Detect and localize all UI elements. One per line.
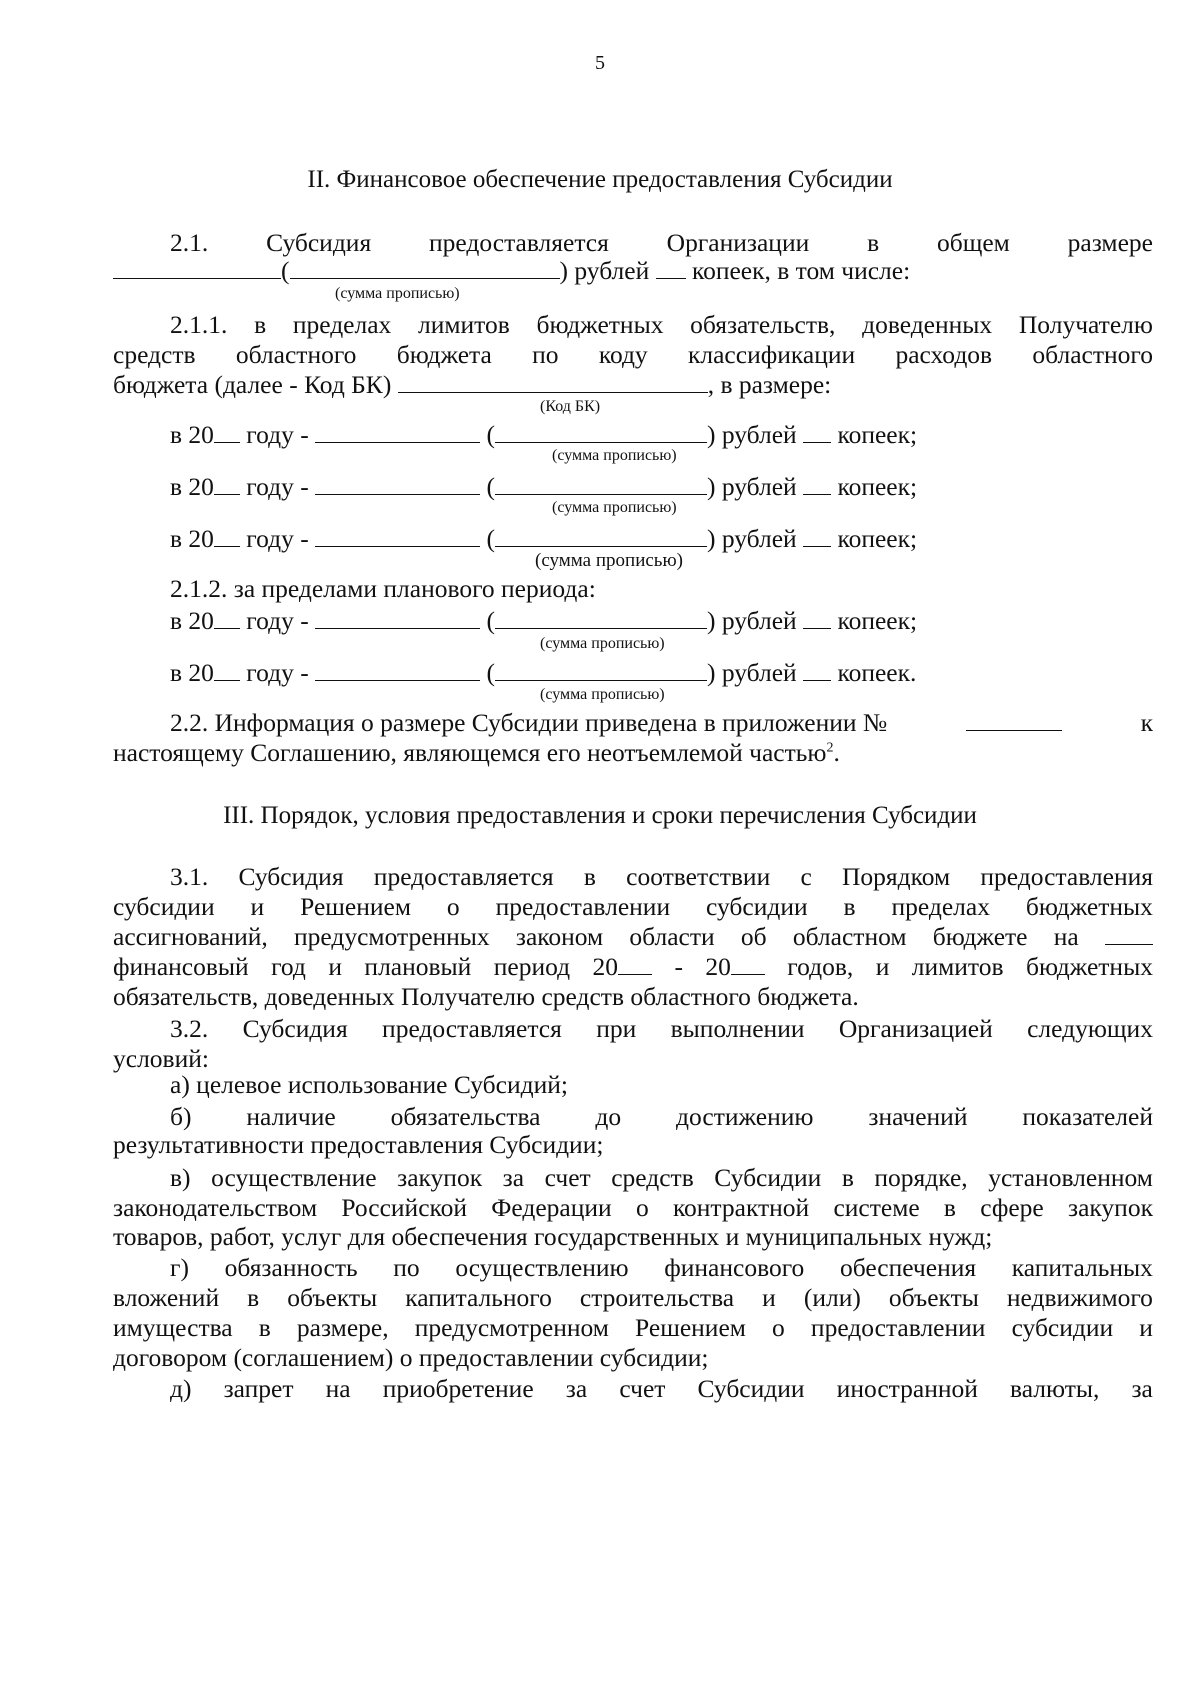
- word: в: [258, 1313, 271, 1342]
- item-g-line-4: договором (соглашением) о предоставлении субсидии;: [113, 1343, 709, 1372]
- word: в: [843, 892, 856, 921]
- word: наличие: [246, 1102, 336, 1131]
- word: о: [772, 1313, 785, 1342]
- word: о: [446, 892, 460, 921]
- word: пределах: [292, 310, 392, 339]
- word: приобретение: [382, 1374, 534, 1403]
- word: общем: [936, 228, 1010, 257]
- para-3-1-line-2: [113, 892, 1153, 922]
- bk-code-blank: [398, 370, 708, 393]
- caption-year-2: (сумма прописью): [552, 499, 677, 516]
- word: законодательством: [113, 1193, 318, 1222]
- word: субсидии: [706, 892, 808, 921]
- word: и: [328, 952, 342, 981]
- word: по: [393, 1253, 420, 1282]
- word: и: [250, 892, 265, 921]
- word: соответствии: [626, 862, 771, 891]
- word: иностранной: [836, 1374, 978, 1403]
- para-3-1-line-4: финансовый год и плановый период 20 - 20 годов, и лимитов бюджетных: [113, 952, 1153, 981]
- word: субсидии: [1011, 1313, 1114, 1342]
- year-row-1: в 20 году - ( ) рублей копеек;: [170, 420, 918, 449]
- word: предоставления: [980, 862, 1153, 891]
- section-3-title: III. Порядок, условия предоставления и сроки перечисления Субсидии: [223, 802, 977, 829]
- caption-year-4: (сумма прописью): [540, 635, 665, 652]
- word: областном: [792, 922, 907, 951]
- item-v-line-3: товаров, работ, услуг для обеспечения государственных и муниципальных нужд;: [113, 1222, 993, 1251]
- word: расходов: [895, 340, 993, 369]
- word: бюджетных: [1025, 892, 1153, 921]
- para-3-2-line-2: условий:: [113, 1044, 209, 1073]
- item-b-line-2: результативности предоставления Субсидии;: [113, 1130, 604, 1159]
- word: выполнении: [670, 1014, 805, 1043]
- word: г): [170, 1253, 189, 1282]
- word: обеспечения: [839, 1253, 977, 1282]
- word: установленном: [988, 1163, 1153, 1192]
- word: средств: [611, 1163, 694, 1192]
- word: за: [502, 1163, 525, 1192]
- page-number: 5: [595, 52, 605, 74]
- word: предусмотренных: [294, 922, 490, 951]
- word: порядке,: [874, 1163, 968, 1192]
- word: закупок: [1068, 1193, 1153, 1222]
- word: осуществление: [211, 1163, 377, 1192]
- para-3-2-line-1: [170, 1014, 1153, 1044]
- item-v-line-1: [170, 1163, 1153, 1193]
- word: в): [170, 1163, 191, 1192]
- word: Порядком: [842, 862, 951, 891]
- item-d-line-1: [170, 1374, 1153, 1404]
- word: объекты: [287, 1283, 378, 1312]
- word: областного: [1032, 340, 1153, 369]
- word: предоставлении: [495, 892, 671, 921]
- word: и: [875, 952, 890, 981]
- word: д): [170, 1374, 192, 1403]
- word: и: [1139, 1313, 1153, 1342]
- caption-bk-code: (Код БК): [540, 398, 601, 415]
- word: Организации: [666, 228, 810, 257]
- word: финансовый: [113, 952, 249, 981]
- word: ассигнований,: [113, 922, 268, 951]
- word: Российской: [341, 1193, 467, 1222]
- word: лимитов: [418, 310, 510, 339]
- word: в: [867, 228, 880, 257]
- word: вложений: [113, 1283, 220, 1312]
- word: б): [170, 1102, 192, 1131]
- word: Решением: [300, 892, 411, 921]
- amount-blank: [113, 256, 281, 279]
- word: капитальных: [1011, 1253, 1153, 1282]
- word: валюты,: [1010, 1374, 1100, 1403]
- word: предоставляется: [429, 228, 609, 257]
- para-3-1-line-5: обязательств, доведенных Получателю средств областного бюджета.: [113, 982, 859, 1011]
- item-a: а) целевое использование Субсидий;: [170, 1070, 568, 1099]
- word: классификации: [688, 340, 856, 369]
- para-2-1-line-2: ( ) рублей копеек, в том числе:: [113, 256, 1153, 286]
- footnote-marker: 2: [826, 740, 834, 756]
- word: субсидии: [113, 892, 215, 921]
- word: размере: [1067, 228, 1153, 257]
- word: годов,: [787, 952, 854, 981]
- word: следующих: [1027, 1014, 1153, 1043]
- year-row-2: в 20 году - ( ) рублей копеек;: [170, 472, 918, 501]
- item-b-line-1: [170, 1102, 1153, 1132]
- word: на: [325, 1374, 351, 1403]
- para-3-1-line-3: [113, 922, 1153, 952]
- word: в: [254, 310, 267, 339]
- word: имущества: [113, 1313, 233, 1342]
- word: 3.2.: [170, 1014, 209, 1043]
- word: по: [532, 340, 559, 369]
- year-row-3: в 20 году - ( ) рублей копеек;: [170, 524, 918, 553]
- word: бюджетных: [536, 310, 664, 339]
- word: предоставляется: [382, 1014, 562, 1043]
- amount-words-blank: [290, 256, 560, 279]
- word: законом: [515, 922, 604, 951]
- word: Субсидия: [242, 1014, 348, 1043]
- word: Организацией: [838, 1014, 993, 1043]
- word: областного: [235, 340, 357, 369]
- word: период: [493, 952, 571, 981]
- section-2-title: II. Финансовое обеспечение предоставления Субсидии: [307, 166, 893, 193]
- word: Субсидии: [697, 1374, 805, 1403]
- word: о: [635, 1193, 649, 1222]
- item-g-line-1: [170, 1253, 1153, 1283]
- word: в: [583, 862, 596, 891]
- caption-year-1: (сумма прописью): [552, 447, 677, 464]
- word: доведенных: [862, 310, 993, 339]
- word: размере,: [296, 1313, 389, 1342]
- word: обязанность: [224, 1253, 358, 1282]
- word: 2.1.1.: [170, 310, 228, 339]
- caption-year-3: (сумма прописью): [535, 550, 683, 571]
- word: в: [247, 1283, 260, 1312]
- fiscal-year-blank: [1105, 922, 1153, 945]
- word: обязательства: [390, 1102, 541, 1131]
- appendix-number-blank: [966, 708, 1062, 731]
- word: средств: [113, 340, 196, 369]
- word: обязательств,: [690, 310, 836, 339]
- word: (или): [803, 1283, 861, 1312]
- word: закупок: [397, 1163, 483, 1192]
- word: Федерации: [491, 1193, 612, 1222]
- word: плановый: [364, 952, 472, 981]
- para-2-2-line-2: настоящему Соглашению, являющемся его неотъемлемой частью$^2$.: [113, 738, 840, 767]
- para-2-1-1-line-3: бюджета (далее - Код БК) , в размере:: [113, 370, 832, 399]
- word: при: [596, 1014, 637, 1043]
- word: в: [841, 1163, 854, 1192]
- year-row-4: в 20 году - ( ) рублей копеек;: [170, 606, 918, 635]
- para-2-2-line-1: 2.2. Информация о размере Субсидии приведена в приложении № к: [170, 708, 1153, 737]
- word: строительства: [579, 1283, 735, 1312]
- para-3-1-line-1: [170, 862, 1153, 892]
- para-2-1-line-1: [170, 228, 1153, 258]
- word: счет: [544, 1163, 591, 1192]
- para-2-1-1-line-1: [170, 310, 1153, 340]
- word: Решением: [635, 1313, 746, 1342]
- caption-year-5: (сумма прописью): [540, 686, 665, 703]
- word: сфере: [980, 1193, 1044, 1222]
- word: предоставлении: [810, 1313, 986, 1342]
- caption-amount-words: (сумма прописью): [335, 285, 460, 302]
- word: с: [800, 862, 812, 891]
- word: показателей: [1022, 1102, 1153, 1131]
- word: достижению: [676, 1102, 814, 1131]
- year-row-5: в 20 году - ( ) рублей копеек.: [170, 658, 917, 687]
- word: до: [595, 1102, 622, 1131]
- word: контрактной: [672, 1193, 810, 1222]
- word: системе: [833, 1193, 920, 1222]
- item-g-line-2: [113, 1283, 1153, 1313]
- kopecks-blank: [656, 256, 686, 279]
- word: бюджета: [396, 340, 492, 369]
- word: в: [943, 1193, 956, 1222]
- word: счет: [619, 1374, 666, 1403]
- word: 2.1.: [170, 228, 209, 257]
- word: Субсидии: [714, 1163, 822, 1192]
- item-g-line-3: [113, 1313, 1153, 1343]
- word: финансового: [664, 1253, 805, 1282]
- word: запрет: [223, 1374, 294, 1403]
- word: осуществлению: [455, 1253, 629, 1282]
- word: об: [740, 922, 767, 951]
- word: предоставляется: [373, 862, 554, 891]
- word: значений: [868, 1102, 968, 1131]
- word: недвижимого: [1006, 1283, 1153, 1312]
- word: пределах: [891, 892, 990, 921]
- word: Получателю: [1018, 310, 1153, 339]
- word: предусмотренном: [414, 1313, 609, 1342]
- word: объекты: [888, 1283, 979, 1312]
- word: лимитов: [911, 952, 1004, 981]
- para-2-1-2: 2.1.2. за пределами планового периода:: [170, 574, 596, 603]
- word: на: [1053, 922, 1079, 951]
- word: за: [1131, 1374, 1153, 1403]
- word: 3.1.: [170, 862, 209, 891]
- word: за: [565, 1374, 588, 1403]
- item-v-line-2: [113, 1193, 1153, 1223]
- word: год: [271, 952, 306, 981]
- word: бюджетных: [1025, 952, 1153, 981]
- para-2-1-1-line-2: [113, 340, 1153, 370]
- word: коду: [598, 340, 648, 369]
- word: Субсидия: [266, 228, 372, 257]
- word: области: [629, 922, 715, 951]
- word: Субсидия: [238, 862, 344, 891]
- word: и: [762, 1283, 776, 1312]
- word: капитального: [405, 1283, 552, 1312]
- word: бюджете: [932, 922, 1028, 951]
